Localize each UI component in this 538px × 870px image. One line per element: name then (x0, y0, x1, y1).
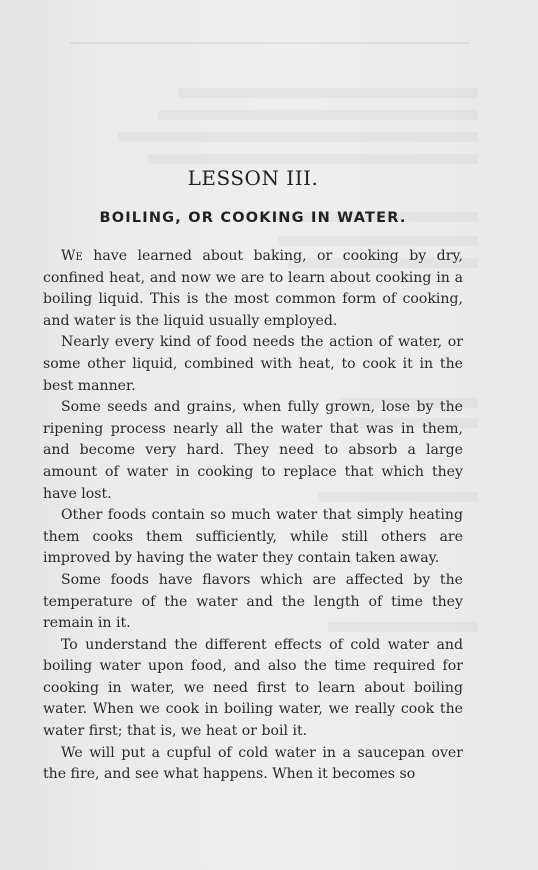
paragraph-text: We will put a cupful of cold water in a saucepan over the fire, and see what happens. When it becomes so (43, 744, 463, 783)
lesson-heading: BOILING, OR COOKING IN WATER. (99, 210, 407, 226)
drop-lead-word: We (61, 248, 83, 264)
paragraph-text: To understand the different effects of cold water and boiling water upon food, and also the time required for cooking in water, we need first to learn about boiling water. When we cook in boiling water, we really cook the water first; that is, we heat or boil it. (43, 636, 463, 740)
paragraph-text: Some foods have flavors which are affected by the temperature of the water and the length of time they remain in it. (43, 571, 463, 632)
paragraph-1 (43, 246, 463, 332)
paragraph-4 (43, 505, 463, 570)
paragraph-5 (43, 570, 463, 635)
paragraph-2 (43, 332, 463, 397)
paragraph-6 (43, 635, 463, 743)
paragraph-7 (43, 743, 463, 786)
lesson-title: LESSON III. (187, 166, 319, 190)
paragraph-text: have learned about baking, or cooking by dry, confined heat, and now we are to learn about cooking in a boiling liquid. This is the most common form of cooking, and water is the liquid usually employed. (43, 248, 463, 329)
paragraph-3 (43, 397, 463, 505)
paragraph-text: Other foods contain so much water that simply heating them cooks them sufficiently, while still others are improved by having the water they contain taken away. (43, 507, 463, 567)
paragraph-text: Nearly every kind of food needs the action of water, or some other liquid, combined with heat, to cook it in the best manner. (43, 334, 463, 394)
page-body (43, 166, 463, 786)
paragraph-text: Some seeds and grains, when fully grown, lose by the ripening process nearly all the water that was in them, and become very hard. They need to absorb a large amount of water in cooking to replace that which they have lost. (43, 399, 463, 502)
